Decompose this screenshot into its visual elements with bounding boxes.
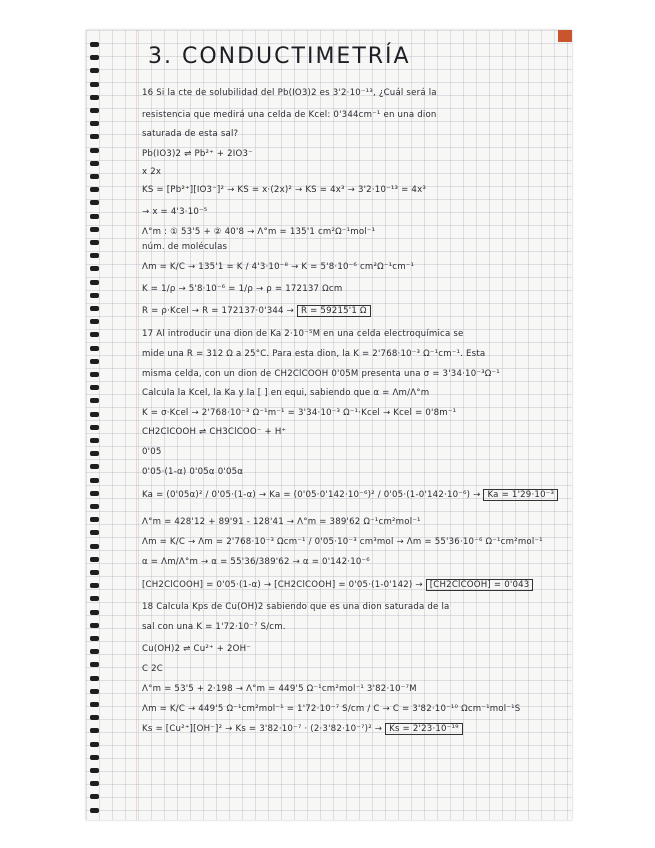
note-line [142,426,286,438]
note-line [142,241,227,253]
spiral-hole [90,676,99,681]
note-line [142,184,426,196]
spiral-hole [90,702,99,707]
note-text: Λm = K/C → Λm = 2'768·10⁻³ Ωcm⁻¹ / 0'05·10⁻³ cm³mol → Λm = 55'36·10⁻⁶ Ω⁻¹cm²mol⁻¹ [142,537,543,547]
spiral-hole [90,227,99,232]
note-text: → x = 4'3·10⁻⁵ [142,207,208,217]
note-text: misma celda, con un dion de CH2ClCOOH 0'05M presenta una σ = 3'34·10⁻³Ω⁻¹ [142,369,500,379]
note-text: R = ρ·Kcel → R = 172137·0'344 → [142,306,295,316]
note-text: 17 Al introducir una dion de Ka 2·10⁻⁵M en una celda electroquímica se [142,329,464,339]
spiral-hole [90,689,99,694]
note-line [142,663,163,675]
note-line [142,206,207,218]
note-text: sal con una K = 1'72·10⁻⁷ S/cm. [142,622,286,632]
spiral-hole [90,491,99,496]
spiral-hole [90,121,99,126]
note-text: saturada de esta sal? [142,129,239,139]
spiral-hole [90,332,99,337]
spiral-hole [90,266,99,271]
note-line [142,489,558,501]
note-line [142,261,414,273]
spiral-hole [90,187,99,192]
spiral-hole [90,517,99,522]
boxed-result: R = 59215'1 Ω [297,305,371,317]
spiral-hole [90,451,99,456]
spiral-hole [90,253,99,258]
spiral-hole [90,596,99,601]
spiral-hole [90,372,99,377]
note-text: 0'05 [142,447,162,457]
note-text: Λ°m : ① 53'5 + ② 40'8 → Λ°m = 135'1 cm²Ω⁻¹mol⁻¹ [142,227,376,237]
page-title: 3. CONDUCTIMETRÍA [148,44,411,69]
spiral-hole [90,346,99,351]
note-text: Pb(IO3)2 ⇌ Pb²⁺ + 2IO3⁻ [142,149,253,159]
note-line [142,516,421,528]
note-text: 0'05·(1-α) 0'05α 0'05α [142,467,244,477]
spiral-hole [90,319,99,324]
spiral-hole [90,200,99,205]
spiral-hole [90,438,99,443]
spiral-hole [90,95,99,100]
note-line [142,166,161,178]
note-line [142,683,417,695]
spiral-hole [90,649,99,654]
spiral-hole [90,108,99,113]
note-line [142,328,464,340]
spiral-hole [90,280,99,285]
note-line [142,621,286,633]
spiral-hole [90,240,99,245]
note-text: resistencia que medirá una celda de Kcel: 0'344cm⁻¹ en una dion [142,110,437,120]
notebook-page [86,30,572,820]
note-line [142,446,162,458]
note-text: C 2C [142,664,164,674]
spiral-hole [90,742,99,747]
spiral-hole [90,478,99,483]
boxed-result: [CH2ClCOOH] = 0'043 [426,579,534,591]
spiral-hole [90,662,99,667]
note-text: Λ°m = 428'12 + 89'91 - 128'41 → Λ°m = 389'62 Ω⁻¹cm²mol⁻¹ [142,517,421,527]
spiral-hole [90,794,99,799]
spiral-hole [90,68,99,73]
note-text: Λ°m = 53'5 + 2·198 → Λ°m = 449'5 Ω⁻¹cm²mol⁻¹ 3'82·10⁻⁷M [142,684,417,694]
note-line [142,723,463,735]
note-line [142,128,238,140]
spiral-hole [90,808,99,813]
note-line [142,556,370,568]
note-text: mide una R = 312 Ω a 25°C. Para esta dion, la K = 2'768·10⁻³ Ω⁻¹cm⁻¹. Esta [142,349,486,359]
spiral-hole [90,636,99,641]
note-line [142,348,485,360]
note-text: α = Λm/Λ°m → α = 55'36/389'62 → α = 0'142·10⁻⁶ [142,557,370,567]
spiral-hole [90,425,99,430]
spiral-hole [90,306,99,311]
spiral-hole [90,161,99,166]
note-line [142,407,456,419]
spiral-hole [90,55,99,60]
spiral-hole [90,148,99,153]
boxed-result: Ka = 1'29·10⁻³ [483,489,558,501]
spiral-hole [90,728,99,733]
note-text: 16 Si la cte de solubilidad del Pb(IO3)2 es 3'2·10⁻¹³, ¿Cuál será la [142,88,437,98]
note-line [142,87,437,99]
note-text: Ks = [Cu²⁺][OH⁻]² → Ks = 3'82·10⁻⁷ · (2·3'82·10⁻⁷)² → [142,724,383,734]
spiral-hole [90,583,99,588]
note-text: KS = [Pb²⁺][IO3⁻]² → KS = x·(2x)² → KS = 4x³ → 3'2·10⁻¹³ = 4x³ [142,185,427,195]
spiral-hole [90,557,99,562]
note-line [142,466,243,478]
note-line [142,703,520,715]
spiral-hole [90,293,99,298]
spiral-hole [90,82,99,87]
spiral-hole [90,134,99,139]
note-line [142,109,437,121]
spiral-hole [90,570,99,575]
note-line [142,536,543,548]
spiral-hole [90,768,99,773]
spiral-hole [90,623,99,628]
note-text: CH2ClCOOH ⇌ CH3ClCOO⁻ + H⁺ [142,427,287,437]
note-text: 18 Calcula Kps de Cu(OH)2 sabiendo que es una dion saturada de la [142,602,450,612]
spiral-hole [90,412,99,417]
note-line [142,643,251,655]
spiral-hole [90,715,99,720]
note-line [142,387,429,399]
note-line [142,226,375,238]
spiral-hole [90,398,99,403]
note-line [142,305,371,317]
note-text: Cu(OH)2 ⇌ Cu²⁺ + 2OH⁻ [142,644,252,654]
note-line [142,579,533,591]
spiral-hole [90,214,99,219]
boxed-result: Ks = 2'23·10⁻¹⁹ [385,723,463,735]
note-text: Calcula la Kcel, la Ka y la [ ] en equi, sabiendo que α = Λm/Λ°m [142,388,430,398]
note-text: K = σ·Kcel → 2'768·10⁻³ Ω⁻¹m⁻¹ = 3'34·10⁻³ Ω⁻¹·Kcel → Kcel = 0'8m⁻¹ [142,408,457,418]
spiral-hole [90,174,99,179]
note-text: Ka = (0'05α)² / 0'05·(1-α) → Ka = (0'05·0'142·10⁻⁶)² / 0'05·(1-0'142·10⁻⁶) → [142,490,481,500]
note-text: Λm = K/C → 135'1 = K / 4'3·10⁻⁸ → K = 5'8·10⁻⁶ cm²Ω⁻¹cm⁻¹ [142,262,415,272]
note-text: x 2x [142,167,162,177]
spiral-hole [90,544,99,549]
margin-line [136,30,137,820]
note-text: núm. de moléculas [142,242,228,252]
note-line [142,601,450,613]
spiral-hole [90,385,99,390]
spiral-hole [90,464,99,469]
spiral-hole [90,755,99,760]
note-line [142,283,342,295]
spiral-hole [90,530,99,535]
spiral-hole [90,359,99,364]
page-corner-tab [558,30,572,42]
note-text: [CH2ClCOOH] = 0'05·(1-α) → [CH2ClCOOH] = 0'05·(1-0'142) → [142,580,423,590]
spiral-hole [90,610,99,615]
note-text: K = 1/ρ → 5'8·10⁻⁶ = 1/ρ → ρ = 172137 Ωcm [142,284,343,294]
note-line [142,148,253,160]
spiral-hole [90,42,99,47]
spiral-hole [90,781,99,786]
note-text: Λm = K/C → 449'5 Ω⁻¹cm²mol⁻¹ = 1'72·10⁻⁷ S/cm / C → C = 3'82·10⁻¹⁰ Ωcm⁻¹mol⁻¹S [142,704,521,714]
spiral-binding [86,30,100,820]
spiral-hole [90,504,99,509]
note-line [142,368,500,380]
